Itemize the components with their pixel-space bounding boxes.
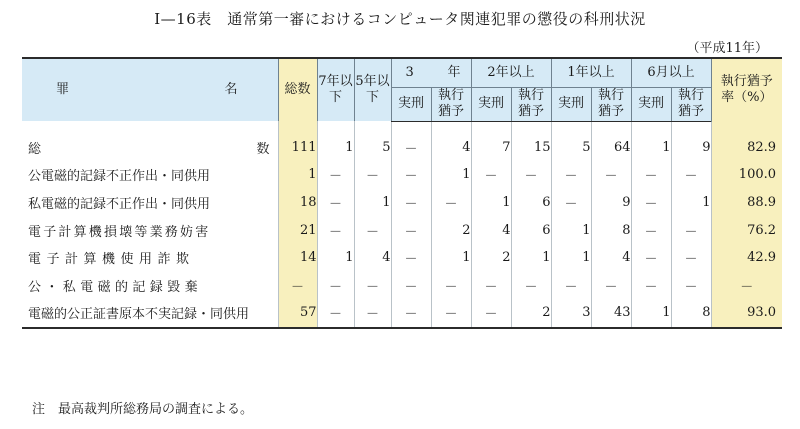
- group-6m-header: 6月以上: [631, 58, 711, 88]
- count-cell: 4: [354, 244, 391, 272]
- count-cell: －: [391, 244, 431, 272]
- count-cell: －: [471, 299, 511, 328]
- count-cell: 5: [354, 134, 391, 162]
- total-cell: －: [278, 271, 317, 299]
- crime-name-cell: 電磁的公正証書原本不実記録・同供用: [22, 299, 278, 328]
- count-cell: －: [317, 299, 354, 328]
- count-cell: －: [591, 271, 631, 299]
- crime-name-cell: 公・私電磁的記録毀棄: [28, 279, 203, 295]
- group-3yr-a: 3: [405, 64, 414, 80]
- table-row: [22, 134, 782, 162]
- count-cell: 1: [471, 189, 511, 217]
- header-crime-text: 罪: [56, 81, 70, 97]
- table-row: [22, 271, 782, 299]
- count-cell: 4: [431, 134, 471, 162]
- count-cell: 2: [431, 216, 471, 244]
- count-cell: 5: [551, 134, 591, 162]
- rate-cell: 76.2: [711, 216, 782, 244]
- crime-name-cell: 電子計算機損壊等業務妨害: [28, 224, 211, 240]
- rate-cell: 100.0: [711, 161, 782, 189]
- count-cell: 43: [591, 299, 631, 328]
- count-cell: －: [671, 271, 711, 299]
- count-cell: －: [431, 189, 471, 217]
- suspended-header: 執行猶予: [431, 88, 471, 122]
- count-cell: －: [317, 161, 354, 189]
- count-cell: 1: [354, 189, 391, 217]
- rate-cell: －: [711, 271, 782, 299]
- count-cell: 1: [431, 244, 471, 272]
- count-cell: －: [317, 271, 354, 299]
- count-cell: 3: [551, 299, 591, 328]
- count-cell: 8: [591, 216, 631, 244]
- count-cell: 2: [511, 299, 551, 328]
- source-note: 注 最高裁判所総務局の調査による。: [32, 402, 254, 417]
- table-row: [22, 161, 782, 189]
- count-cell: －: [391, 299, 431, 328]
- crime-name-left: 総: [28, 141, 42, 157]
- crime-name-cell: 電子計算機使用詐欺: [28, 252, 195, 268]
- total-header: 総数: [278, 58, 317, 121]
- count-cell: －: [431, 271, 471, 299]
- total-cell: 111: [278, 134, 317, 162]
- total-cell: 21: [278, 216, 317, 244]
- suspended-header: 執行猶予: [511, 88, 551, 122]
- count-cell: －: [391, 134, 431, 162]
- total-cell: 1: [278, 161, 317, 189]
- count-cell: －: [511, 161, 551, 189]
- count-cell: －: [631, 189, 671, 217]
- count-cell: 1: [431, 161, 471, 189]
- table-row: [22, 189, 782, 217]
- group-3yr-b: 年: [447, 64, 461, 80]
- count-cell: －: [511, 271, 551, 299]
- count-cell: 1: [551, 244, 591, 272]
- rate-header: 執行猶予率（%）: [711, 58, 782, 121]
- crime-name-header: [22, 58, 278, 121]
- count-cell: 15: [511, 134, 551, 162]
- count-cell: 9: [591, 189, 631, 217]
- count-cell: －: [551, 161, 591, 189]
- count-cell: 8: [671, 299, 711, 328]
- total-cell: 18: [278, 189, 317, 217]
- count-cell: －: [591, 161, 631, 189]
- rate-cell: 88.9: [711, 189, 782, 217]
- suspended-header: 執行猶予: [671, 88, 711, 122]
- count-cell: 1: [551, 216, 591, 244]
- table-row: [22, 216, 782, 244]
- actual-header: 実刑: [391, 88, 431, 122]
- count-cell: －: [317, 216, 354, 244]
- count-cell: 6: [511, 216, 551, 244]
- count-cell: －: [354, 161, 391, 189]
- count-cell: －: [391, 161, 431, 189]
- count-cell: －: [631, 161, 671, 189]
- count-cell: －: [354, 271, 391, 299]
- count-cell: 6: [511, 189, 551, 217]
- count-cell: －: [671, 161, 711, 189]
- count-cell: 2: [471, 244, 511, 272]
- count-cell: 1: [317, 134, 354, 162]
- count-cell: －: [391, 271, 431, 299]
- count-cell: 7: [471, 134, 511, 162]
- count-cell: －: [391, 216, 431, 244]
- count-cell: 4: [591, 244, 631, 272]
- total-cell: 57: [278, 299, 317, 328]
- suspended-header: 執行猶予: [591, 88, 631, 122]
- under5-header: 5年以下: [354, 58, 391, 121]
- rate-cell: 82.9: [711, 134, 782, 162]
- count-cell: 4: [471, 216, 511, 244]
- count-cell: －: [431, 299, 471, 328]
- rate-cell: 42.9: [711, 244, 782, 272]
- under7-header: 7年以下: [317, 58, 354, 121]
- count-cell: 64: [591, 134, 631, 162]
- table-row: [22, 299, 782, 328]
- crime-name-cell: [22, 134, 278, 162]
- count-cell: －: [631, 244, 671, 272]
- crime-name-cell: 公電磁的記録不正作出・同供用: [28, 169, 211, 185]
- count-cell: 1: [631, 134, 671, 162]
- sentencing-table: [22, 57, 782, 329]
- count-cell: －: [551, 271, 591, 299]
- table-row: [22, 244, 782, 272]
- count-cell: 1: [511, 244, 551, 272]
- era-label: （平成11年）: [686, 41, 768, 56]
- count-cell: －: [671, 216, 711, 244]
- count-cell: －: [631, 271, 671, 299]
- actual-header: 実刑: [631, 88, 671, 122]
- count-cell: －: [471, 271, 511, 299]
- count-cell: －: [354, 216, 391, 244]
- count-cell: 9: [671, 134, 711, 162]
- header-name-text: 名: [224, 81, 238, 97]
- actual-header: 実刑: [471, 88, 511, 122]
- crime-name-cell: 私電磁的記録不正作出・同供用: [28, 196, 211, 212]
- table-title: Ⅰ—16表 通常第一審におけるコンピュータ関連犯罪の懲役の科刑状況: [154, 10, 646, 28]
- count-cell: －: [354, 299, 391, 328]
- group-1yr-header: 1年以上: [551, 58, 631, 88]
- count-cell: －: [471, 161, 511, 189]
- count-cell: －: [391, 189, 431, 217]
- count-cell: －: [317, 189, 354, 217]
- group-2yr-header: 2年以上: [471, 58, 551, 88]
- count-cell: －: [551, 189, 591, 217]
- count-cell: －: [671, 244, 711, 272]
- count-cell: 1: [317, 244, 354, 272]
- group-3yr-header: [391, 58, 471, 88]
- crime-name-right: 数: [256, 141, 270, 157]
- count-cell: 1: [671, 189, 711, 217]
- rate-cell: 93.0: [711, 299, 782, 328]
- total-cell: 14: [278, 244, 317, 272]
- actual-header: 実刑: [551, 88, 591, 122]
- count-cell: 1: [631, 299, 671, 328]
- count-cell: －: [631, 216, 671, 244]
